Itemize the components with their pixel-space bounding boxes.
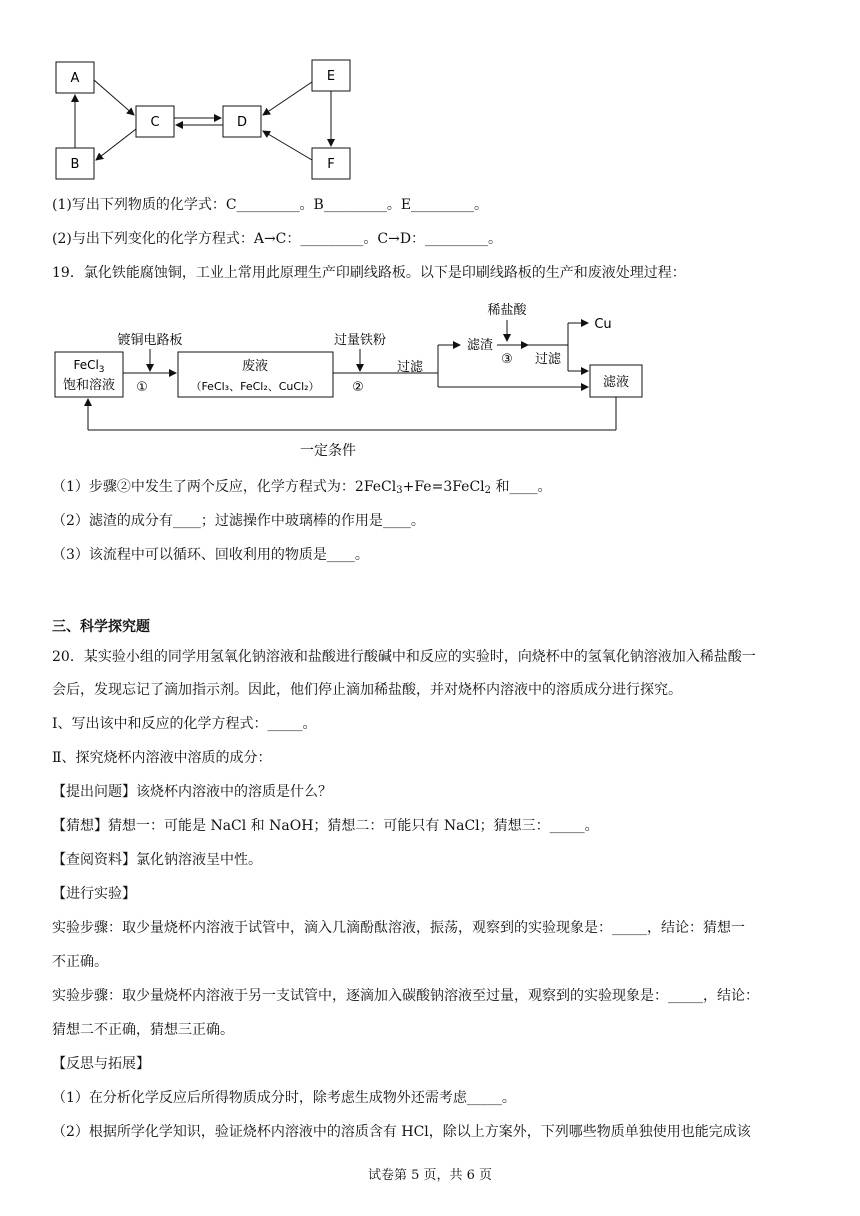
dilute-hcl-label: 稀盐酸 [487, 303, 527, 318]
residue-label: 滤渣 [466, 338, 494, 353]
condition-label: 一定条件 [300, 443, 356, 459]
q20-step1-b: 不正确。 [52, 954, 108, 970]
q20-reflect-2: （2）根据所学化学知识，验证烧杯内溶液中的溶质含有 HCl，除以上方案外，下列哪些物质单独使用也能完成该 [52, 1124, 751, 1140]
pcb-process-flowchart [50, 295, 670, 465]
node-c-label: C [150, 115, 160, 130]
q18-part2: (2)与出下列变化的化学方程式：A→C：_________。C→D：_________。 [52, 231, 503, 247]
reaction-relationship-diagram [40, 55, 370, 185]
fecl3-label: FeCl$_3$ [73, 358, 105, 375]
q20-step2-a: 实验步骤：取少量烧杯内溶液于另一支试管中，逐滴加入碳酸钠溶液至过量，观察到的实验现象是：_____，结论： [52, 988, 759, 1004]
arrow-f-to-d [263, 131, 312, 160]
q20-intro-2: 会后，发现忘记了滴加指示剂。因此，他们停止滴加稀盐酸，并对烧杯内溶液中的溶质成分进行探究。 [52, 682, 682, 698]
copper-board-label: 镀铜电路板 [117, 333, 183, 348]
q20-experiment-heading: 【进行实验】 [52, 886, 136, 902]
cu-label: Cu [594, 317, 612, 332]
q20-reflect-heading: 【反思与拓展】 [52, 1056, 150, 1072]
filtrate-label: 滤液 [602, 375, 630, 390]
q20-question: 【提出问题】该烧杯内溶液中的溶质是什么？ [52, 784, 332, 800]
q20-lookup: 【查阅资料】氯化钠溶液呈中性。 [52, 852, 262, 868]
node-d-label: D [236, 115, 248, 130]
section-title: 三、科学探究题 [52, 619, 150, 635]
step-3-label: ③ [501, 352, 513, 367]
arrow-a-to-c [94, 80, 134, 115]
q20-intro-1: 20．某实验小组的同学用氢氧化钠溶液和盐酸进行酸碱中和反应的实验时，向烧杯中的氢氧化钠溶液加入稀盐酸一 [52, 649, 756, 665]
q20-step2-b: 猜想二不正确，猜想三正确。 [52, 1022, 234, 1038]
q19-part1: （1）步骤②中发生了两个反应，化学方程式为：2FeCl$_3$+Fe=3FeCl$_2$ 和____。 [52, 479, 552, 496]
step-1-label: ① [136, 380, 148, 395]
waste-liquid-label: 废液 [241, 359, 269, 374]
q20-reflect-1: （1）在分析化学反应后所得物质成分时，除考虑生成物外还需考虑_____。 [52, 1090, 516, 1106]
q19-part2: （2）滤渣的成分有____；过滤操作中玻璃棒的作用是____。 [52, 513, 425, 529]
q20-part-ii: Ⅱ、探究烧杯内溶液中溶质的成分： [52, 750, 272, 766]
q20-step1-a: 实验步骤：取少量烧杯内溶液于试管中，滴入几滴酚酞溶液，振荡，观察到的实验现象是：_____，结论：猜想一 [52, 920, 745, 936]
q20-part-i: Ⅰ、写出该中和反应的化学方程式：_____。 [52, 716, 317, 732]
waste-composition-label: （FeCl₃、FeCl₂、CuCl₂） [190, 380, 320, 393]
filter-1-label: 过滤 [396, 360, 424, 375]
node-a-label: A [70, 71, 80, 86]
q19-part3: （3）该流程中可以循环、回收利用的物质是____。 [52, 547, 369, 563]
arrow-e-to-d [263, 82, 312, 115]
node-e-label: E [326, 69, 336, 84]
filter-2-label: 过滤 [534, 352, 562, 367]
node-f-label: F [327, 157, 335, 172]
page-footer: 试卷第 5 页，共 6 页 [367, 1168, 493, 1183]
iron-powder-label: 过量铁粉 [333, 333, 387, 348]
node-b-label: B [70, 157, 80, 172]
saturated-solution-label: 饱和溶液 [62, 378, 116, 393]
q18-part1: (1)写出下列物质的化学式：C_________。B_________。E_________。 [52, 197, 489, 213]
q19-intro: 19．氯化铁能腐蚀铜，工业上常用此原理生产印刷线路板。以下是印刷线路板的生产和废液处理过程： [52, 265, 686, 281]
step-2-label: ② [352, 380, 364, 395]
q20-guess: 【猜想】猜想一：可能是 NaCl 和 NaOH；猜想二：可能只有 NaCl；猜想三：_____。 [52, 818, 599, 834]
arrow-c-to-b [96, 129, 136, 160]
